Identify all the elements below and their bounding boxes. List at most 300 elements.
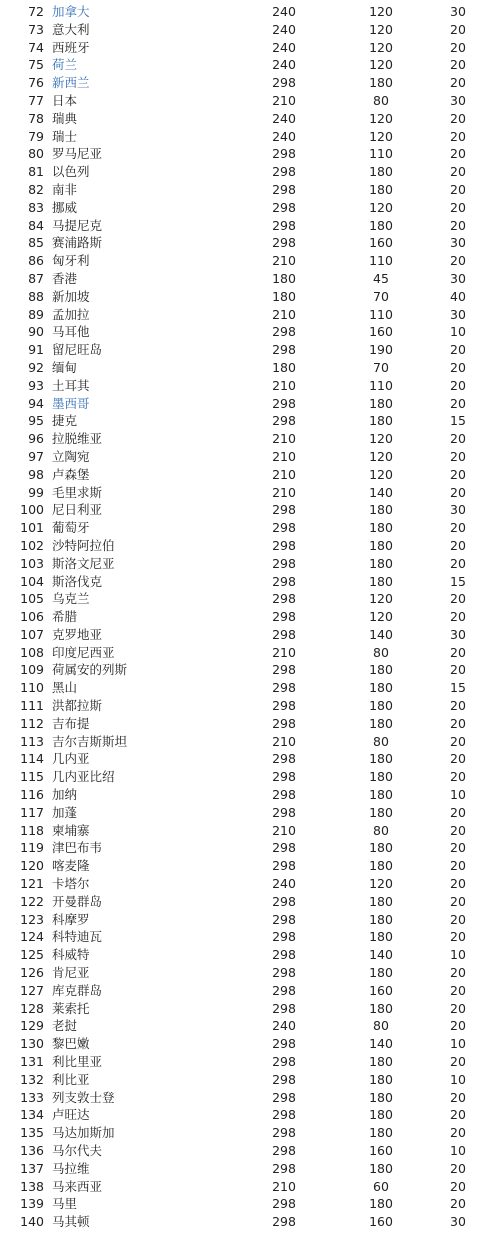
row-number: 129 [20, 1018, 44, 1034]
row-number: 92 [28, 359, 44, 375]
value-column-1: 298 [272, 591, 296, 607]
table-row [0, 697, 500, 715]
country-name: 西班牙 [52, 39, 90, 55]
value-column-2: 110 [369, 306, 393, 322]
row-number: 134 [20, 1107, 44, 1123]
value-column-3: 20 [450, 359, 466, 375]
value-column-1: 298 [272, 520, 296, 536]
table-row [0, 395, 500, 413]
row-number: 73 [28, 21, 44, 37]
value-column-2: 180 [369, 502, 393, 518]
country-name: 赛浦路斯 [52, 235, 103, 251]
value-column-1: 298 [272, 698, 296, 714]
row-number: 76 [28, 75, 44, 91]
table-row [0, 964, 500, 982]
value-column-1: 240 [272, 1018, 296, 1034]
country-name: 挪威 [52, 199, 78, 215]
value-column-3: 20 [450, 911, 466, 927]
table-row [0, 92, 500, 110]
value-column-1: 298 [272, 893, 296, 909]
value-column-3: 20 [450, 199, 466, 215]
table-row [0, 573, 500, 591]
row-number: 77 [28, 92, 44, 108]
value-column-2: 180 [369, 911, 393, 927]
value-column-1: 180 [272, 270, 296, 286]
value-column-2: 160 [369, 1143, 393, 1158]
value-column-2: 180 [369, 1054, 393, 1070]
row-number: 83 [28, 199, 44, 215]
row-number: 122 [20, 893, 44, 909]
country-name: 毛里求斯 [52, 484, 103, 500]
table-row [0, 875, 500, 893]
country-name: 老挝 [52, 1018, 78, 1034]
value-column-2: 110 [369, 253, 393, 269]
country-name: 津巴布韦 [52, 840, 103, 856]
value-column-3: 20 [450, 822, 466, 838]
value-column-2: 180 [369, 1071, 393, 1087]
value-column-2: 120 [369, 466, 393, 482]
country-name: 意大利 [52, 21, 90, 37]
row-number: 137 [20, 1160, 44, 1176]
table-row [0, 750, 500, 768]
value-column-3: 20 [450, 431, 466, 447]
country-name: 利比亚 [52, 1071, 90, 1087]
row-number: 119 [20, 840, 44, 856]
value-column-2: 80 [373, 92, 389, 108]
country-name: 肯尼亚 [52, 965, 90, 981]
value-column-1: 210 [272, 733, 296, 749]
table-row [0, 74, 500, 92]
table-row [0, 768, 500, 786]
table-row [0, 306, 500, 324]
row-number: 128 [20, 1000, 44, 1016]
value-column-2: 110 [369, 146, 393, 162]
value-column-3: 30 [450, 1214, 466, 1230]
country-name: 马达加斯加 [52, 1125, 115, 1141]
value-column-3: 15 [450, 573, 466, 589]
row-number: 79 [28, 128, 44, 144]
value-column-1: 298 [272, 1160, 296, 1176]
row-number: 107 [20, 626, 44, 642]
row-number: 104 [20, 573, 44, 589]
country-name: 黑山 [52, 680, 78, 696]
value-column-2: 180 [369, 520, 393, 536]
table-row [0, 519, 500, 537]
row-number: 103 [20, 555, 44, 571]
value-column-1: 298 [272, 1089, 296, 1105]
row-number: 125 [20, 947, 44, 963]
row-number: 126 [20, 965, 44, 981]
value-column-2: 180 [369, 573, 393, 589]
value-column-2: 180 [369, 1089, 393, 1105]
row-number: 96 [28, 431, 44, 447]
row-number: 78 [28, 110, 44, 126]
row-number: 106 [20, 609, 44, 625]
value-column-1: 210 [272, 822, 296, 838]
value-column-2: 120 [369, 4, 393, 19]
value-column-3: 20 [450, 698, 466, 714]
value-column-2: 80 [373, 1018, 389, 1034]
value-column-1: 298 [272, 626, 296, 642]
table-row [0, 323, 500, 341]
value-column-1: 298 [272, 982, 296, 998]
value-column-2: 180 [369, 1125, 393, 1141]
row-number: 105 [20, 591, 44, 607]
country-name: 马尔代夫 [52, 1143, 103, 1158]
value-column-1: 298 [272, 395, 296, 411]
row-number: 116 [20, 787, 44, 803]
table-row [0, 661, 500, 679]
table-row [0, 1124, 500, 1142]
country-name: 马其顿 [52, 1214, 90, 1230]
table-row [0, 270, 500, 288]
value-column-2: 180 [369, 1107, 393, 1123]
country-name: 新加坡 [52, 288, 90, 304]
value-column-2: 80 [373, 822, 389, 838]
value-column-1: 240 [272, 876, 296, 892]
country-name: 吉尔吉斯斯坦 [52, 733, 128, 749]
value-column-1: 298 [272, 769, 296, 785]
table-row [0, 1106, 500, 1124]
row-number: 118 [20, 822, 44, 838]
country-name: 马拉维 [52, 1160, 90, 1176]
value-column-2: 180 [369, 698, 393, 714]
country-name: 沙特阿拉伯 [52, 537, 115, 553]
table-row [0, 893, 500, 911]
value-column-2: 180 [369, 1196, 393, 1212]
country-name: 几内亚 [52, 751, 90, 767]
value-column-3: 20 [450, 1000, 466, 1016]
row-number: 136 [20, 1143, 44, 1158]
table-row [0, 501, 500, 519]
value-column-3: 20 [450, 965, 466, 981]
table-row [0, 626, 500, 644]
row-number: 88 [28, 288, 44, 304]
value-column-1: 298 [272, 1036, 296, 1052]
value-column-3: 10 [450, 947, 466, 963]
table-row [0, 946, 500, 964]
value-column-3: 30 [450, 270, 466, 286]
country-name-link[interactable]: 荷兰 [52, 57, 78, 73]
value-column-1: 210 [272, 431, 296, 447]
value-column-3: 30 [450, 306, 466, 322]
value-column-1: 298 [272, 609, 296, 625]
value-column-1: 298 [272, 164, 296, 180]
value-column-1: 298 [272, 858, 296, 874]
value-column-3: 20 [450, 537, 466, 553]
table-row [0, 715, 500, 733]
value-column-3: 20 [450, 75, 466, 91]
table-row [0, 679, 500, 697]
value-column-2: 120 [369, 431, 393, 447]
value-column-3: 40 [450, 288, 466, 304]
table-row [0, 590, 500, 608]
value-column-3: 20 [450, 751, 466, 767]
value-column-3: 20 [450, 448, 466, 464]
country-name: 罗马尼亚 [52, 146, 103, 162]
value-column-2: 180 [369, 395, 393, 411]
value-column-1: 240 [272, 4, 296, 19]
country-name: 马来西亚 [52, 1178, 103, 1194]
table-row [0, 1000, 500, 1018]
value-column-2: 180 [369, 751, 393, 767]
value-column-1: 298 [272, 1054, 296, 1070]
table-row [0, 1053, 500, 1071]
value-column-3: 20 [450, 1160, 466, 1176]
row-number: 121 [20, 876, 44, 892]
table-row [0, 448, 500, 466]
value-column-3: 20 [450, 21, 466, 37]
value-column-3: 20 [450, 253, 466, 269]
value-column-1: 298 [272, 199, 296, 215]
value-column-3: 20 [450, 181, 466, 197]
value-column-1: 298 [272, 217, 296, 233]
country-name: 柬埔寨 [52, 822, 90, 838]
country-name: 留尼旺岛 [52, 342, 103, 358]
row-number: 101 [20, 520, 44, 536]
row-number: 75 [28, 57, 44, 73]
value-column-1: 298 [272, 965, 296, 981]
row-number: 99 [28, 484, 44, 500]
value-column-1: 298 [272, 1125, 296, 1141]
table-row [0, 484, 500, 502]
country-name: 葡萄牙 [52, 520, 90, 536]
table-row [0, 555, 500, 573]
value-column-2: 180 [369, 555, 393, 571]
value-column-2: 160 [369, 324, 393, 340]
value-column-1: 298 [272, 1196, 296, 1212]
row-number: 115 [20, 769, 44, 785]
value-column-1: 298 [272, 537, 296, 553]
row-number: 133 [20, 1089, 44, 1105]
table-row [0, 217, 500, 235]
value-column-2: 120 [369, 591, 393, 607]
country-name: 卢旺达 [52, 1107, 90, 1123]
value-column-2: 120 [369, 110, 393, 126]
value-column-1: 298 [272, 1143, 296, 1158]
country-name: 科摩罗 [52, 911, 90, 927]
country-name: 马耳他 [52, 324, 90, 340]
value-column-1: 240 [272, 110, 296, 126]
value-column-2: 180 [369, 929, 393, 945]
table-row [0, 733, 500, 751]
value-column-1: 210 [272, 484, 296, 500]
value-column-2: 180 [369, 181, 393, 197]
value-column-2: 120 [369, 21, 393, 37]
value-column-3: 30 [450, 626, 466, 642]
value-column-3: 30 [450, 235, 466, 251]
table-row [0, 1178, 500, 1196]
value-column-1: 240 [272, 128, 296, 144]
value-column-2: 180 [369, 537, 393, 553]
value-column-1: 298 [272, 573, 296, 589]
value-column-3: 20 [450, 146, 466, 162]
value-column-1: 210 [272, 466, 296, 482]
country-name: 科威特 [52, 947, 90, 963]
country-name: 尼日利亚 [52, 502, 103, 518]
country-name-link[interactable]: 墨西哥 [52, 395, 90, 411]
value-column-2: 110 [369, 377, 393, 393]
value-column-1: 298 [272, 662, 296, 678]
value-column-3: 30 [450, 4, 466, 19]
value-column-1: 298 [272, 947, 296, 963]
value-column-1: 298 [272, 502, 296, 518]
table-row [0, 1017, 500, 1035]
country-name: 克罗地亚 [52, 626, 103, 642]
table-row [0, 786, 500, 804]
table-row [0, 911, 500, 929]
value-column-1: 298 [272, 929, 296, 945]
table-row [0, 3, 500, 21]
country-name: 加蓬 [52, 804, 78, 820]
value-column-2: 140 [369, 947, 393, 963]
value-column-3: 15 [450, 680, 466, 696]
country-name: 库克群岛 [52, 982, 103, 998]
value-column-1: 210 [272, 1178, 296, 1194]
country-name: 黎巴嫩 [52, 1036, 90, 1052]
value-column-3: 20 [450, 893, 466, 909]
value-column-1: 240 [272, 57, 296, 73]
row-number: 112 [20, 715, 44, 731]
value-column-1: 298 [272, 751, 296, 767]
value-column-3: 20 [450, 804, 466, 820]
row-number: 113 [20, 733, 44, 749]
table-row [0, 145, 500, 163]
value-column-2: 45 [373, 270, 389, 286]
value-column-3: 20 [450, 840, 466, 856]
row-number: 98 [28, 466, 44, 482]
row-number: 130 [20, 1036, 44, 1052]
value-column-1: 298 [272, 911, 296, 927]
value-column-2: 160 [369, 235, 393, 251]
value-column-3: 15 [450, 413, 466, 429]
table-row [0, 804, 500, 822]
country-name: 孟加拉 [52, 306, 90, 322]
value-column-3: 20 [450, 555, 466, 571]
value-column-1: 298 [272, 555, 296, 571]
value-column-3: 20 [450, 342, 466, 358]
table-row [0, 56, 500, 74]
value-column-1: 298 [272, 413, 296, 429]
country-name: 以色列 [52, 164, 90, 180]
value-column-1: 298 [272, 1214, 296, 1230]
country-name-link[interactable]: 加拿大 [52, 4, 90, 19]
row-number: 131 [20, 1054, 44, 1070]
value-column-2: 120 [369, 876, 393, 892]
table-row [0, 608, 500, 626]
row-number: 108 [20, 644, 44, 660]
table-row [0, 39, 500, 57]
row-number: 120 [20, 858, 44, 874]
row-number: 140 [20, 1214, 44, 1230]
row-number: 127 [20, 982, 44, 998]
value-column-3: 20 [450, 1107, 466, 1123]
country-name: 匈牙利 [52, 253, 90, 269]
value-column-2: 120 [369, 39, 393, 55]
table-row [0, 128, 500, 146]
country-name: 希腊 [52, 609, 78, 625]
row-number: 132 [20, 1071, 44, 1087]
row-number: 90 [28, 324, 44, 340]
table-row [0, 839, 500, 857]
row-number: 91 [28, 342, 44, 358]
country-name: 科特迪瓦 [52, 929, 103, 945]
value-column-3: 20 [450, 644, 466, 660]
value-column-1: 298 [272, 1071, 296, 1087]
value-column-2: 180 [369, 715, 393, 731]
value-column-1: 210 [272, 644, 296, 660]
table-row [0, 1160, 500, 1178]
value-column-3: 20 [450, 110, 466, 126]
country-name: 土耳其 [52, 377, 90, 393]
value-column-2: 180 [369, 75, 393, 91]
country-name: 斯洛伐克 [52, 573, 103, 589]
table-row [0, 288, 500, 306]
value-column-3: 20 [450, 128, 466, 144]
row-number: 109 [20, 662, 44, 678]
row-number: 102 [20, 537, 44, 553]
table-row [0, 1035, 500, 1053]
value-column-1: 298 [272, 840, 296, 856]
value-column-2: 140 [369, 626, 393, 642]
table-row [0, 982, 500, 1000]
value-column-3: 20 [450, 484, 466, 500]
country-name: 南非 [52, 181, 78, 197]
country-name: 马提尼克 [52, 217, 103, 233]
value-column-3: 30 [450, 502, 466, 518]
table-row [0, 537, 500, 555]
country-name: 斯洛文尼亚 [52, 555, 115, 571]
value-column-1: 298 [272, 715, 296, 731]
value-column-2: 160 [369, 982, 393, 998]
row-number: 84 [28, 217, 44, 233]
value-column-3: 20 [450, 662, 466, 678]
row-number: 87 [28, 270, 44, 286]
value-column-3: 20 [450, 769, 466, 785]
value-column-2: 160 [369, 1214, 393, 1230]
value-column-2: 180 [369, 787, 393, 803]
value-column-3: 20 [450, 217, 466, 233]
value-column-2: 80 [373, 644, 389, 660]
table-row [0, 199, 500, 217]
country-name-link[interactable]: 新西兰 [52, 75, 90, 91]
value-column-3: 10 [450, 787, 466, 803]
country-name: 香港 [52, 270, 78, 286]
row-number: 94 [28, 395, 44, 411]
country-name: 捷克 [52, 413, 78, 429]
country-name: 马里 [52, 1196, 78, 1212]
table-row [0, 21, 500, 39]
value-column-3: 20 [450, 591, 466, 607]
value-column-3: 20 [450, 929, 466, 945]
value-column-3: 20 [450, 395, 466, 411]
value-column-1: 298 [272, 787, 296, 803]
value-column-3: 10 [450, 1036, 466, 1052]
value-column-2: 180 [369, 1000, 393, 1016]
table-row [0, 857, 500, 875]
value-column-1: 298 [272, 75, 296, 91]
value-column-3: 20 [450, 609, 466, 625]
value-column-1: 240 [272, 39, 296, 55]
country-name: 开曼群岛 [52, 893, 103, 909]
row-number: 72 [28, 4, 44, 19]
country-name: 几内亚比绍 [52, 769, 115, 785]
value-column-1: 298 [272, 1107, 296, 1123]
country-name: 日本 [52, 92, 78, 108]
value-column-3: 10 [450, 324, 466, 340]
row-number: 110 [20, 680, 44, 696]
row-number: 114 [20, 751, 44, 767]
